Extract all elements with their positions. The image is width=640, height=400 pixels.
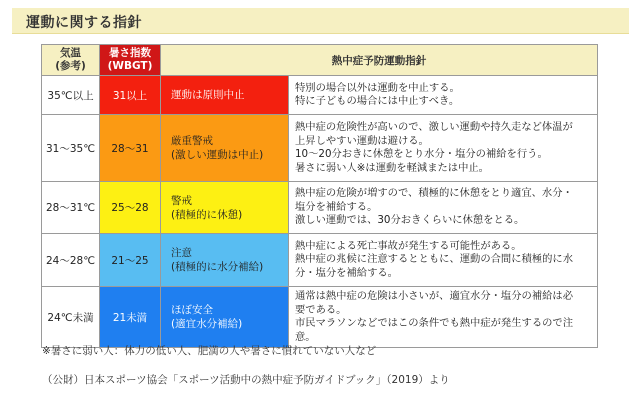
temperature-cell: 24～28℃ bbox=[42, 234, 100, 287]
guideline-notes-cell bbox=[289, 76, 598, 115]
header-wbgt bbox=[100, 45, 161, 76]
guideline-level-cell bbox=[161, 115, 289, 182]
title-bar bbox=[12, 8, 629, 34]
table-row bbox=[42, 287, 598, 348]
guideline-level-cell bbox=[161, 76, 289, 115]
guideline-notes-cell bbox=[289, 287, 598, 348]
table-row bbox=[42, 234, 598, 287]
guideline-note-line: 通常は熱中症の危険は小さいが、適宜水分・塩分の補給は必 bbox=[295, 290, 574, 302]
guideline-level-text: 厳重警戒 bbox=[171, 135, 213, 147]
guideline-level-cell bbox=[161, 234, 289, 287]
table-row bbox=[42, 182, 598, 234]
wbgt-cell: 21未満 bbox=[100, 287, 161, 348]
guideline-note-line: 激しい運動では、30分おきくらいに休憩をとる。 bbox=[295, 214, 525, 227]
guideline-note-line: 市民マラソンなどではこの条件でも熱中症が発生するので注 bbox=[295, 317, 574, 329]
table-row bbox=[42, 115, 598, 182]
guideline-note-line: 分・塩分を補給する。 bbox=[295, 266, 398, 279]
guideline-note-line: 上昇しやすい運動は避ける。 bbox=[295, 134, 429, 147]
guideline-note-line: 熱中症による死亡事故が発生する可能性がある。 bbox=[295, 239, 522, 252]
guideline-notes-cell bbox=[289, 182, 598, 234]
guideline-note-line: 特に子どもの場合には中止すべき。 bbox=[295, 95, 460, 107]
guideline-notes-cell bbox=[289, 115, 598, 182]
guideline-level-text: ほぼ安全 bbox=[171, 304, 213, 316]
guideline-level-cell bbox=[161, 287, 289, 348]
wbgt-cell: 25～28 bbox=[100, 182, 161, 234]
wbgt-cell: 28～31 bbox=[100, 115, 161, 182]
page-title: 運動に関する指針 bbox=[26, 15, 142, 31]
header-temperature bbox=[42, 45, 100, 76]
exercise-guideline-table bbox=[41, 44, 598, 348]
guideline-note-line: 熱中症の危険が増すので、積極的に休憩をとり適宜、水分・ bbox=[295, 187, 573, 200]
wbgt-cell: 31以上 bbox=[100, 76, 161, 115]
guideline-note-line: 10～20分おきに休憩をとり水分・塩分の補給を行う。 bbox=[295, 148, 548, 160]
guideline-note-line: 熱中症の危険性が高いので、激しい運動や持久走など体温が bbox=[295, 121, 573, 133]
guideline-note-line: 特別の場合以外は運動を中止する。 bbox=[295, 81, 460, 94]
guideline-note-line: 意。 bbox=[295, 330, 316, 343]
guideline-level-text: 運動は原則中止 bbox=[171, 89, 245, 101]
guideline-level-text: (適宜水分補給) bbox=[171, 318, 243, 330]
guideline-level-text: 注意 bbox=[171, 247, 192, 259]
table-header-row bbox=[42, 45, 598, 76]
guideline-level-text: (積極的に水分補給) bbox=[171, 261, 264, 273]
temperature-cell: 24℃未満 bbox=[42, 287, 100, 348]
source-citation: （公財）日本スポーツ協会「スポーツ活動中の熱中症予防ガイドブック」（2019）より bbox=[42, 374, 450, 386]
guideline-level-text: (積極的に休憩) bbox=[171, 208, 243, 221]
guideline-level-cell bbox=[161, 182, 289, 234]
temperature-cell: 31～35℃ bbox=[42, 115, 100, 182]
header-wbgt-label: 暑さ指数 bbox=[109, 47, 151, 59]
guideline-note-line: 塩分を補給する。 bbox=[295, 200, 378, 213]
header-wbgt-sub: (WBGT) bbox=[107, 60, 153, 72]
header-temperature-sub: (参考) bbox=[55, 60, 86, 72]
guideline-note-line: 要である。 bbox=[295, 303, 347, 316]
header-temperature-label: 気温 bbox=[60, 47, 81, 59]
guideline-level-text: 警戒 bbox=[171, 194, 192, 207]
guideline-notes-cell bbox=[289, 234, 598, 287]
guideline-level-text: (激しい運動は中止) bbox=[171, 149, 264, 161]
guideline-note-line: 熱中症の兆候に注意するとともに、運動の合間に積極的に水 bbox=[295, 253, 574, 266]
header-guideline: 熱中症予防運動指針 bbox=[161, 45, 598, 76]
temperature-cell: 28～31℃ bbox=[42, 182, 100, 234]
guideline-note-line: 暑さに弱い人※は運動を軽減または中止。 bbox=[295, 161, 489, 174]
table-row bbox=[42, 76, 598, 115]
temperature-cell: 35℃以上 bbox=[42, 76, 100, 115]
footnote: ※暑さに弱い人：体力の低い人、肥満の人や暑さに慣れていない人など bbox=[42, 345, 377, 357]
wbgt-cell: 21～25 bbox=[100, 234, 161, 287]
